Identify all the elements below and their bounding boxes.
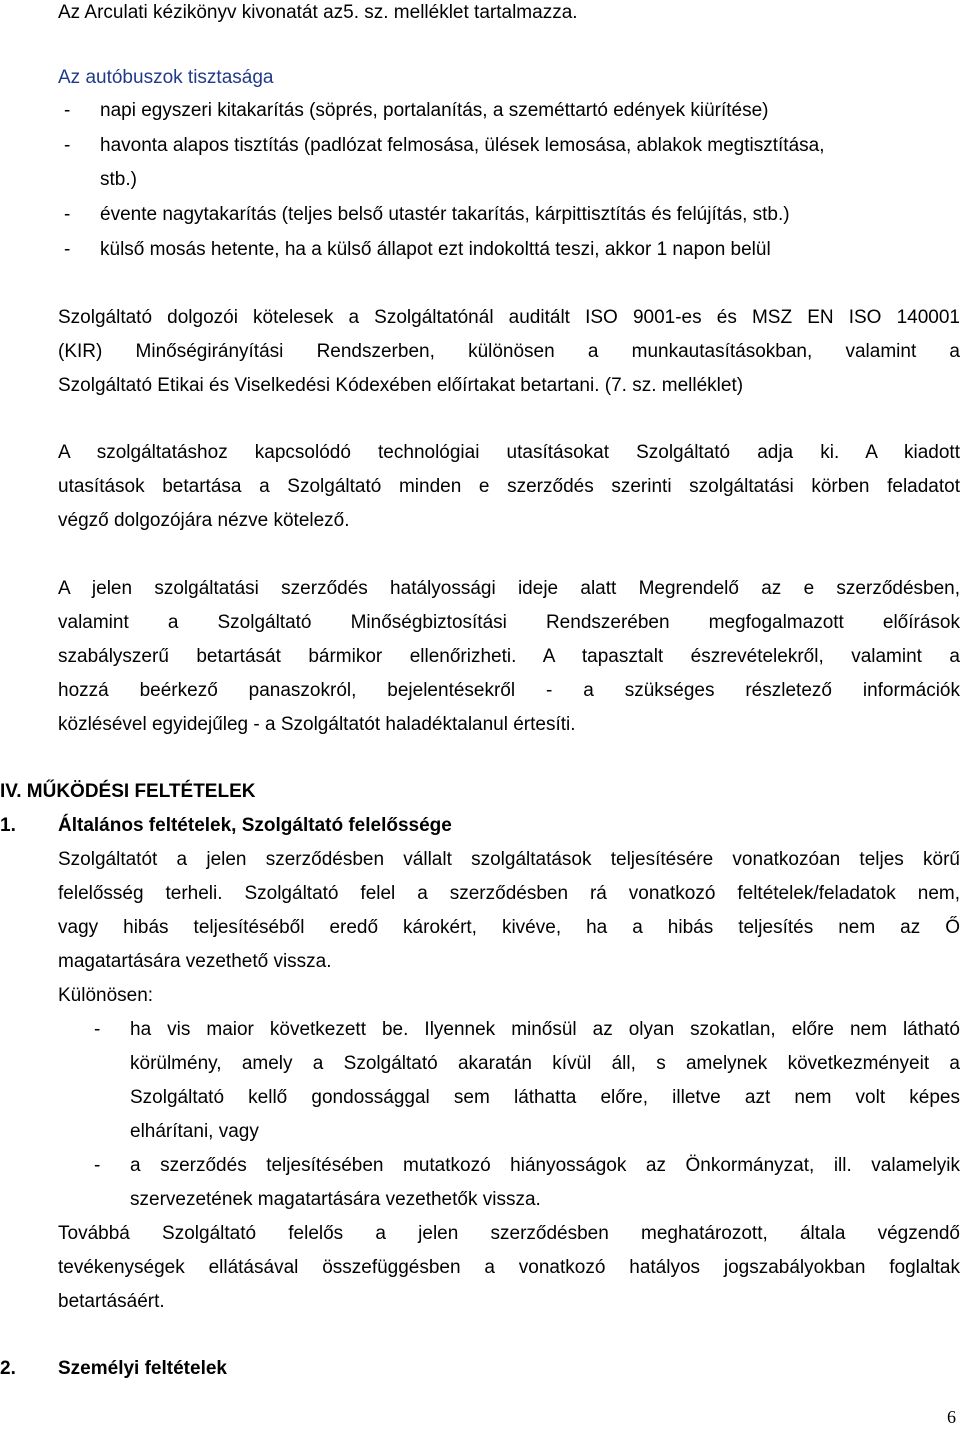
sub1-para-line: vagy hibás teljesítéséből eredő károkért, kivéve, ha a hibás teljesítés nem az Ő [58, 917, 960, 938]
sub1-para-line: magatartására vezethető vissza. [58, 951, 332, 972]
sub2-number: 2. [0, 1358, 16, 1379]
sub1-final-line: betartásáért. [58, 1291, 165, 1312]
cleaning-heading: Az autóbuszok tisztasága [58, 67, 274, 88]
sub1-final-line: tevékenységek ellátásával összefüggésben a vonatkozó hatályos jogszabályokban foglaltak [58, 1257, 960, 1278]
para-control-line: hozzá beérkező panaszokról, bejelentésekről - a szükséges részletező információk [58, 680, 960, 701]
bullet1-line: elhárítani, vagy [130, 1121, 259, 1142]
para-tech-line: utasítások betartása a Szolgáltató minden e szerződés szerinti szolgáltatási körben feladatot [58, 476, 960, 497]
sub1-para-line: Szolgáltatót a jelen szerződésben vállalt szolgáltatások teljesítésére vonatkozóan teljes körű [58, 849, 960, 870]
bullet1-line: körülmény, amely a Szolgáltató akaratán kívül áll, s amelynek következményeit a [130, 1053, 960, 1074]
page-number: 6 [947, 1407, 956, 1427]
list-dash: - [64, 239, 71, 260]
bullet1-line: Szolgáltató kellő gondossággal sem láthatta előre, illetve azt nem volt képes [130, 1087, 960, 1108]
list-dash: - [64, 100, 71, 121]
list-dash: - [64, 204, 71, 225]
kulonosen-label: Különösen: [58, 985, 154, 1006]
para-control-line: közlésével egyidejűleg - a Szolgáltatót haladéktalanul értesíti. [58, 714, 576, 735]
cleaning-item-2-cont: stb.) [100, 169, 137, 190]
section-iv-heading: IV. MŰKÖDÉSI FELTÉTELEK [0, 781, 256, 802]
para-control-line: szabályszerű betartását bármikor ellenőrizheti. A tapasztalt észrevételekről, valamint a [58, 646, 960, 667]
sub1-number: 1. [0, 815, 16, 836]
sub1-para-line: felelősség terheli. Szolgáltató felel a szerződésben rá vonatkozó feltételek/feladatok nem, [58, 883, 960, 904]
para-staff-line: Szolgáltató Etikai és Viselkedési Kódexében előírtakat betartani. (7. sz. melléklet) [58, 375, 744, 396]
bullet2-line: a szerződés teljesítésében mutatkozó hiányosságok az Önkormányzat, ill. valamelyik [130, 1155, 960, 1176]
para-staff-line: (KIR) Minőségirányítási Rendszerben, különösen a munkautasításokban, valamint a [58, 341, 960, 362]
cleaning-item-3: évente nagytakarítás (teljes belső utastér takarítás, kárpittisztítás és felújítás, stb.) [100, 204, 790, 225]
para-control-line: A jelen szolgáltatási szerződés hatályossági ideje alatt Megrendelő az e szerződésben, [58, 578, 960, 599]
header-line: Az Arculati kézikönyv kivonatát az5. sz. melléklet tartalmazza. [58, 2, 578, 23]
cleaning-item-2: havonta alapos tisztítás (padlózat felmosása, ülések lemosása, ablakok megtisztítása, [100, 135, 825, 156]
list-dash: - [94, 1155, 101, 1176]
bullet2-line: szervezetének magatartására vezethetők vissza. [130, 1189, 541, 1210]
para-tech-line: A szolgáltatáshoz kapcsolódó technológiai utasításokat Szolgáltató adja ki. A kiadott [58, 442, 960, 463]
bullet1-line: ha vis maior következett be. Ilyennek minősül az olyan szokatlan, előre nem látható [130, 1019, 960, 1040]
sub2-title: Személyi feltételek [58, 1358, 227, 1379]
sub1-final-line: Továbbá Szolgáltató felelős a jelen szerződésben meghatározott, általa végzendő [58, 1223, 960, 1244]
list-dash: - [94, 1019, 101, 1040]
list-dash: - [64, 135, 71, 156]
cleaning-item-1: napi egyszeri kitakarítás (söprés, portalanítás, a szeméttartó edények kiürítése) [100, 100, 769, 121]
para-tech-line: végző dolgozójára nézve kötelező. [58, 510, 350, 531]
sub1-title: Általános feltételek, Szolgáltató felelőssége [58, 815, 452, 836]
cleaning-item-4: külső mosás hetente, ha a külső állapot ezt indokolttá teszi, akkor 1 napon belül [100, 239, 771, 260]
para-staff-line: Szolgáltató dolgozói kötelesek a Szolgáltatónál auditált ISO 9001-es és MSZ EN ISO 140001 [58, 307, 960, 328]
para-control-line: valamint a Szolgáltató Minőségbiztosítási Rendszerében megfogalmazott előírások [58, 612, 960, 633]
